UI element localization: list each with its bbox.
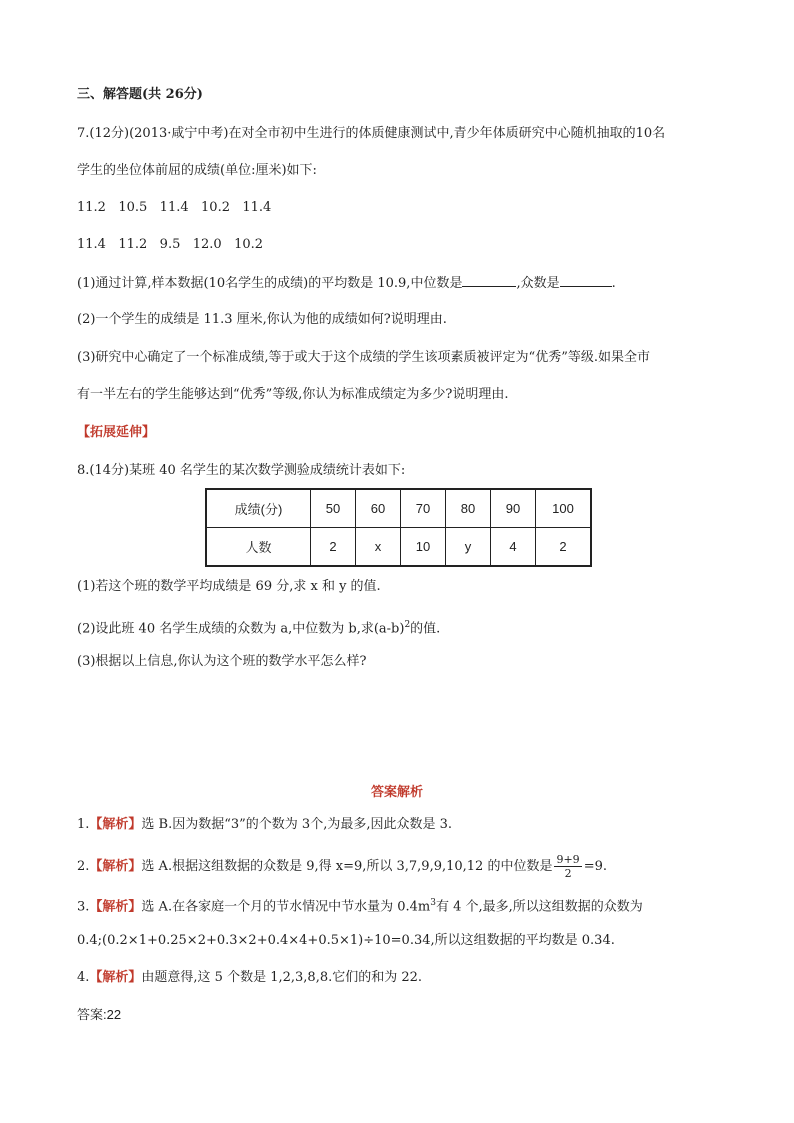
- q7-part1-text-a: (1)通过计算,样本数据(10名学生的成绩)的平均数是 10.9,中位数是: [77, 276, 463, 291]
- answer-number: 3.: [77, 899, 90, 915]
- q7-part2: (2)一个学生的成绩是 11.3 厘米,你认为他的成绩如何?说明理由.: [77, 312, 447, 327]
- extension-title: 【拓展延伸】: [77, 425, 156, 440]
- table-cell: y: [446, 528, 491, 567]
- table-row: [206, 489, 591, 528]
- q8-part2-text-b: 的值.: [410, 621, 441, 637]
- answer-text: 由题意得,这 5 个数是 1,2,3,8,8.它们的和为 22.: [141, 970, 423, 985]
- table-cell: 2: [536, 528, 592, 567]
- fraction-numerator: 9+9: [556, 853, 580, 866]
- table-cell: 60: [356, 489, 401, 528]
- answer-4-final: 答案:22: [77, 1007, 122, 1022]
- answer-3-line1: [77, 894, 643, 916]
- table-cell: 100: [536, 489, 592, 528]
- answer-3-line2: 0.4;(0.2×1+0.25×2+0.3×2+0.4×4+0.5×1)÷10=0.34,所以这组数据的平均数是 0.34.: [77, 933, 615, 948]
- answer-number: 4.: [77, 970, 90, 985]
- table-cell: 成绩(分): [206, 489, 311, 528]
- q7-data-row2: 11.4 11.2 9.5 12.0 10.2: [77, 237, 264, 252]
- table-cell: 2: [311, 528, 356, 567]
- score-table: [205, 488, 592, 567]
- q7-part1-text-c: .: [611, 276, 616, 291]
- q8-part1: (1)若这个班的数学平均成绩是 69 分,求 x 和 y 的值.: [77, 579, 381, 594]
- answer-4: [77, 969, 422, 987]
- analysis-tag: 【解析】: [89, 899, 142, 915]
- answers-title: 答案解析: [370, 785, 423, 800]
- exponent: 3: [430, 898, 436, 908]
- mode-answer-blank[interactable]: [560, 274, 612, 287]
- median-answer-blank[interactable]: [462, 274, 516, 287]
- q7-intro-line1: 7.(12分)(2013·咸宁中考)在对全市初中生进行的体质健康测试中,青少年体质研究中心随机抽取的10名: [77, 126, 666, 141]
- answer-1: [77, 816, 452, 834]
- answer-text: 选 B.因为数据“3”的个数为 3个,为最多,因此众数是 3.: [141, 817, 453, 832]
- table-row: [206, 528, 591, 567]
- analysis-tag: 【解析】: [89, 817, 142, 832]
- answer-text-cont: 有 4 个,最多,所以这组数据的众数为: [435, 899, 643, 915]
- answer-text: 选 A.在各家庭一个月的节水情况中节水量为 0.4m: [141, 899, 431, 915]
- answer-number: 2.: [77, 859, 90, 874]
- q7-data-row1: 11.2 10.5 11.4 10.2 11.4: [77, 200, 272, 215]
- q8-part3: (3)根据以上信息,你认为这个班的数学水平怎么样?: [77, 654, 367, 669]
- table-cell: x: [356, 528, 401, 567]
- fraction-denominator: 2: [564, 867, 572, 880]
- analysis-tag: 【解析】: [89, 970, 142, 985]
- analysis-tag: 【解析】: [89, 859, 142, 874]
- q7-intro-line2: 学生的坐位体前屈的成绩(单位:厘米)如下:: [77, 163, 317, 178]
- answer-text-end: =9.: [583, 859, 607, 874]
- table-cell: 80: [446, 489, 491, 528]
- table-cell: 4: [491, 528, 536, 567]
- q8-part2: [77, 616, 440, 638]
- section-title: 三、解答题(共 26分): [77, 87, 203, 102]
- exponent: 2: [404, 620, 411, 630]
- answer-text: 选 A.根据这组数据的众数是 9,得 x=9,所以 3,7,9,9,10,12 的中位数是: [141, 859, 553, 874]
- table-cell: 10: [401, 528, 446, 567]
- table-cell: 50: [311, 489, 356, 528]
- q7-part1-text-b: ,众数是: [516, 276, 560, 291]
- q7-part3-line1: (3)研究中心确定了一个标准成绩,等于或大于这个成绩的学生该项素质被评定为“优秀”等级.如果全市: [77, 350, 650, 365]
- q8-intro: 8.(14分)某班 40 名学生的某次数学测验成绩统计表如下:: [77, 463, 406, 478]
- q7-part3-line2: 有一半左右的学生能够达到“优秀”等级,你认为标准成绩定为多少?说明理由.: [77, 387, 509, 402]
- table-cell: 人数: [206, 528, 311, 567]
- q8-part2-text-a: (2)设此班 40 名学生成绩的众数为 a,中位数为 b,求(a-b): [77, 621, 405, 637]
- answer-2: [77, 853, 607, 880]
- fraction: [554, 853, 581, 880]
- table-cell: 70: [401, 489, 446, 528]
- table-cell: 90: [491, 489, 536, 528]
- answer-number: 1.: [77, 817, 90, 832]
- q7-part1: [77, 274, 616, 293]
